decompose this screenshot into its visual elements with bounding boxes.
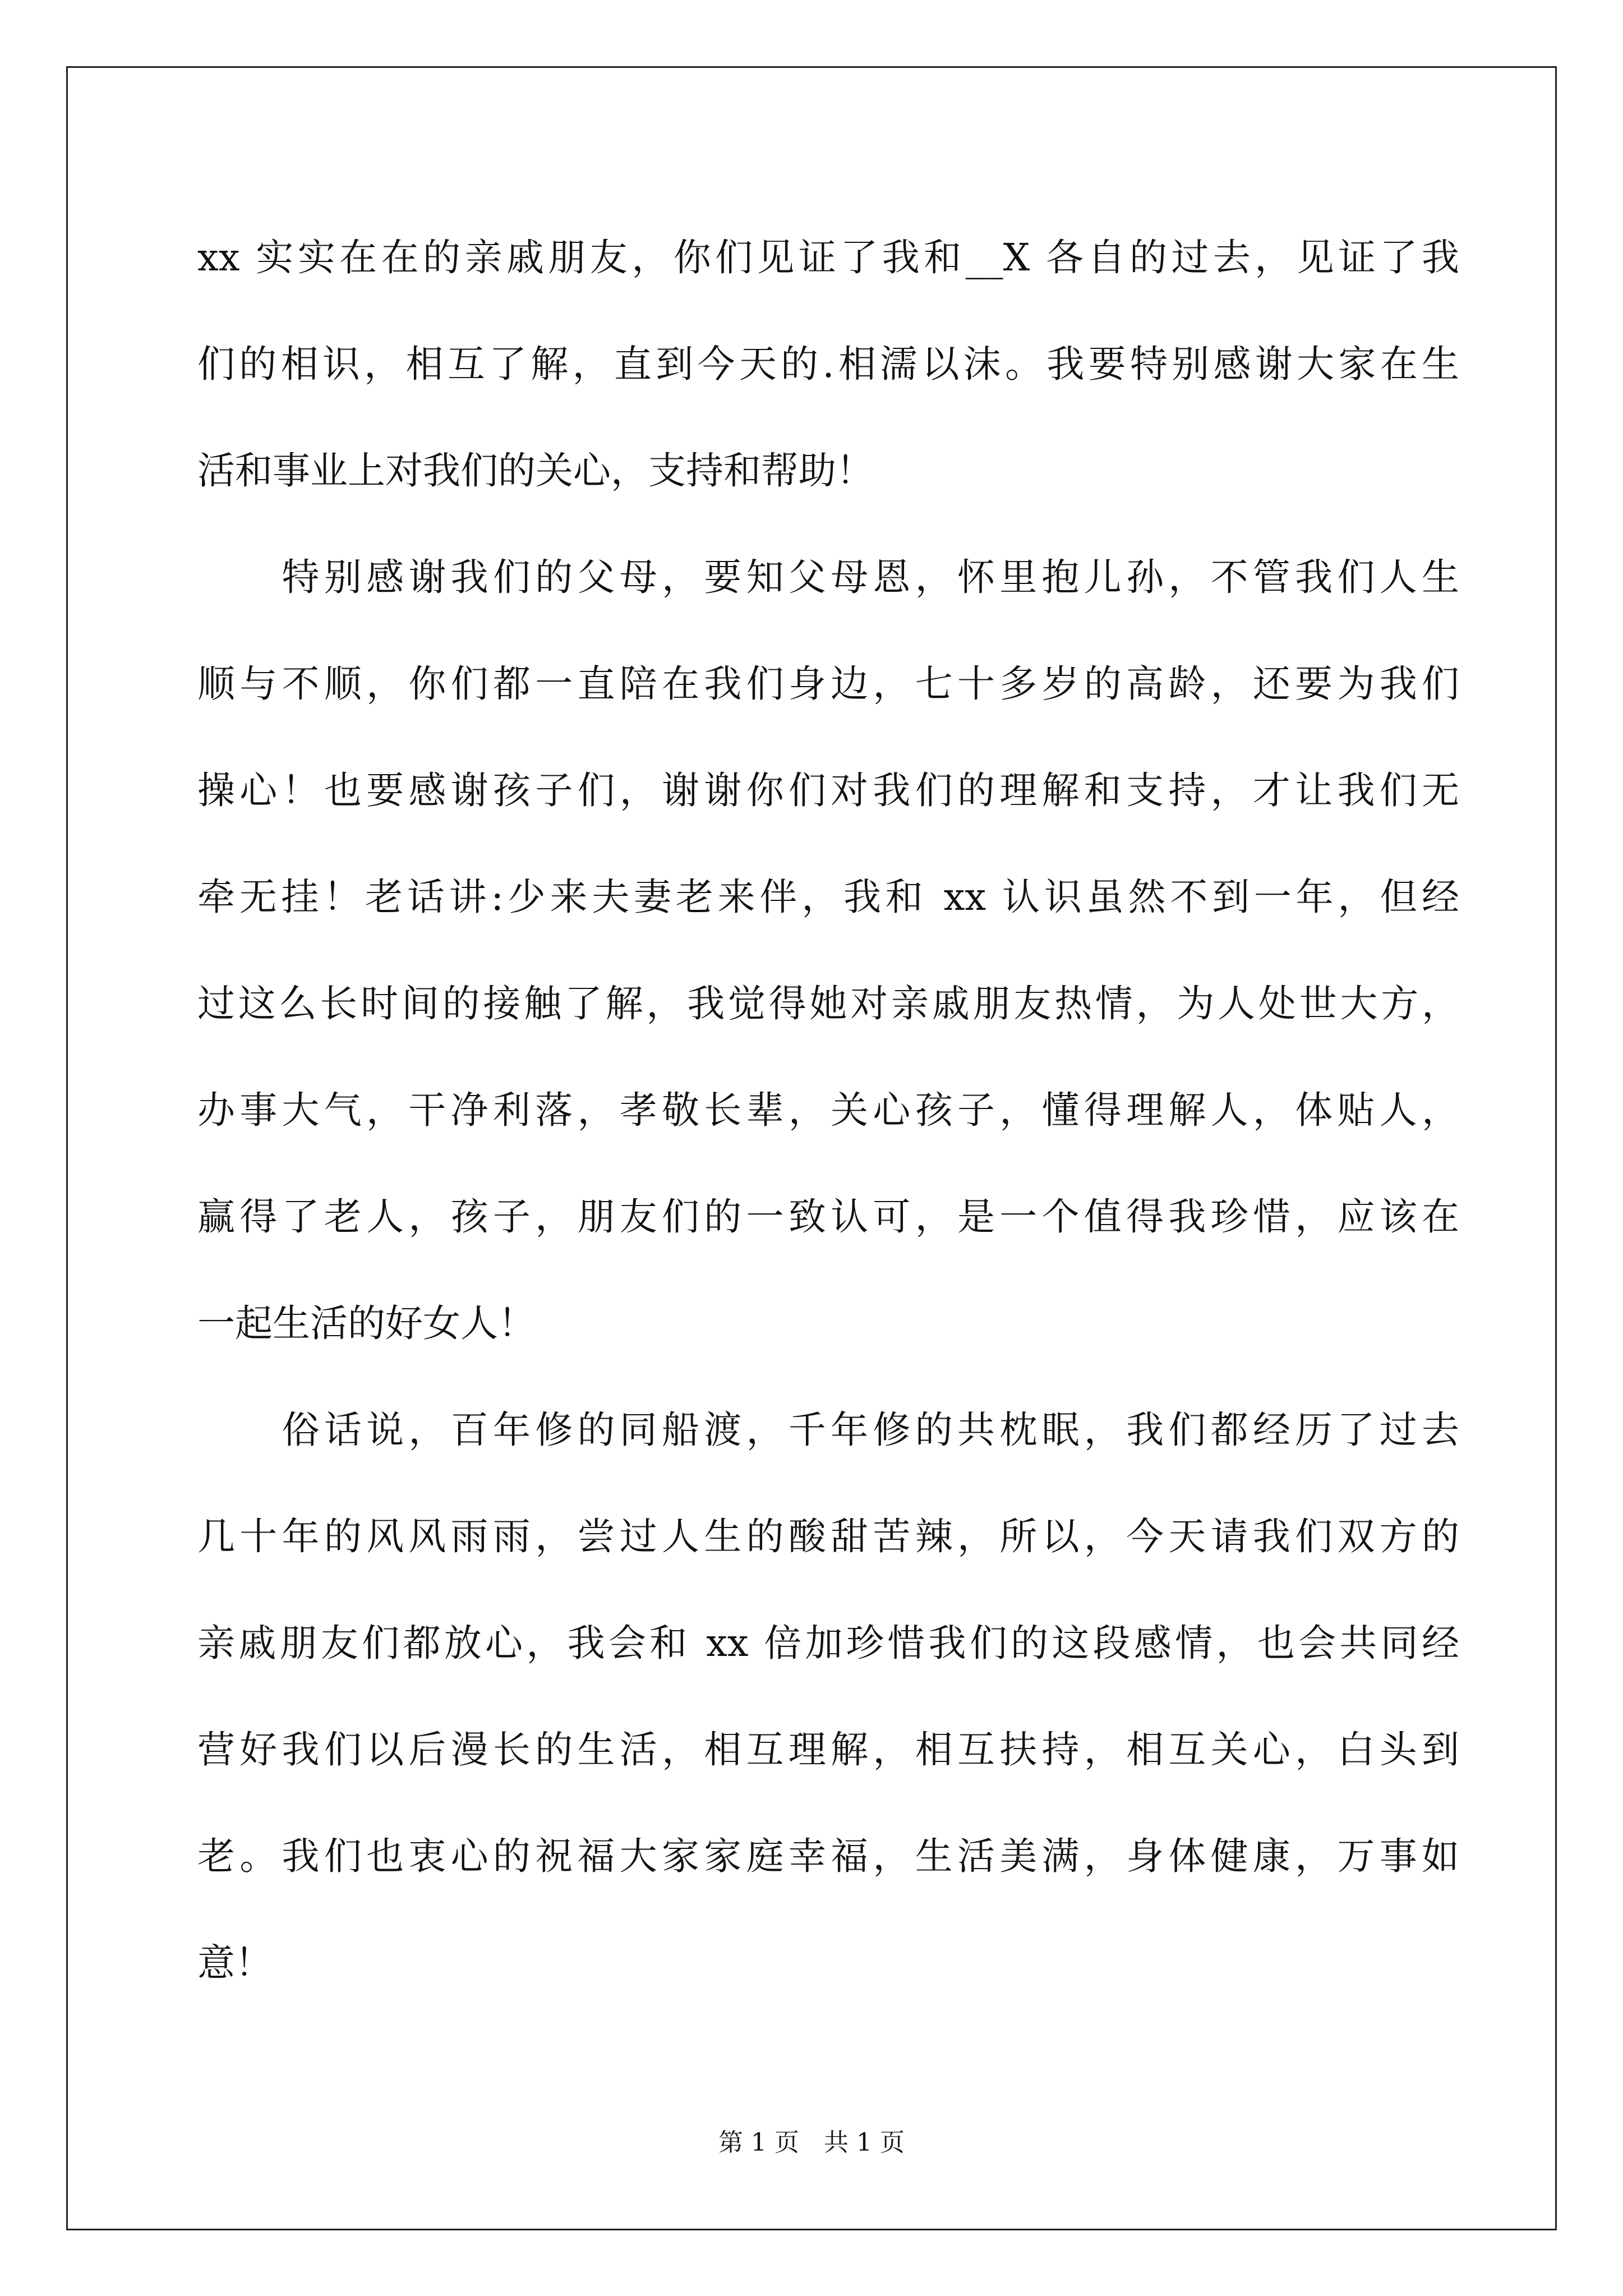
- text-line: 牵无挂！老话讲:少来夫妻老来伴，我和 xx 认识虽然不到一年，但经: [197, 875, 1459, 919]
- text-line: 赢得了老人，孩子，朋友们的一致认可，是一个值得我珍惜，应该在: [197, 1195, 1459, 1239]
- text-line: 几十年的风风雨雨，尝过人生的酸甜苦辣，所以，今天请我们双方的: [197, 1515, 1459, 1558]
- text-line: 过这么长时间的接触了解，我觉得她对亲戚朋友热情，为人处世大方，: [197, 982, 1459, 1025]
- document-body: [197, 204, 1459, 2016]
- text-line: 一起生活的好女人！: [197, 1301, 536, 1345]
- text-line: 活和事业上对我们的关心，支持和帮助！: [197, 449, 874, 493]
- text-line: 们的相识，相互了解，直到今天的.相濡以沫。我要特别感谢大家在生: [197, 342, 1459, 386]
- text-line: 顺与不顺，你们都一直陪在我们身边，七十多岁的高龄，还要为我们: [197, 662, 1459, 706]
- text-line: 意！: [197, 1941, 273, 1985]
- text-line: 营好我们以后漫长的生活，相互理解，相互扶持，相互关心，白头到: [197, 1728, 1459, 1772]
- text-line: 老。我们也衷心的祝福大家家庭幸福，生活美满，身体健康，万事如: [197, 1834, 1459, 1878]
- text-line: 俗话说，百年修的同船渡，千年修的共枕眠，我们都经历了过去: [197, 1408, 1459, 1452]
- text-line: 特别感谢我们的父母，要知父母恩，怀里抱儿孙，不管我们人生: [197, 555, 1459, 599]
- text-line: 办事大气，干净利落，孝敬长辈，关心孩子，懂得理解人，体贴人，: [197, 1088, 1459, 1132]
- page-footer: 第 1 页 共 1 页: [718, 2128, 905, 2157]
- text-line: 亲戚朋友们都放心，我会和 xx 倍加珍惜我们的这段感情，也会共同经: [197, 1621, 1459, 1665]
- text-line: xx 实实在在的亲戚朋友，你们见证了我和__X 各自的过去，见证了我: [197, 236, 1459, 279]
- text-line: 操心！也要感谢孩子们，谢谢你们对我们的理解和支持，才让我们无: [197, 769, 1459, 812]
